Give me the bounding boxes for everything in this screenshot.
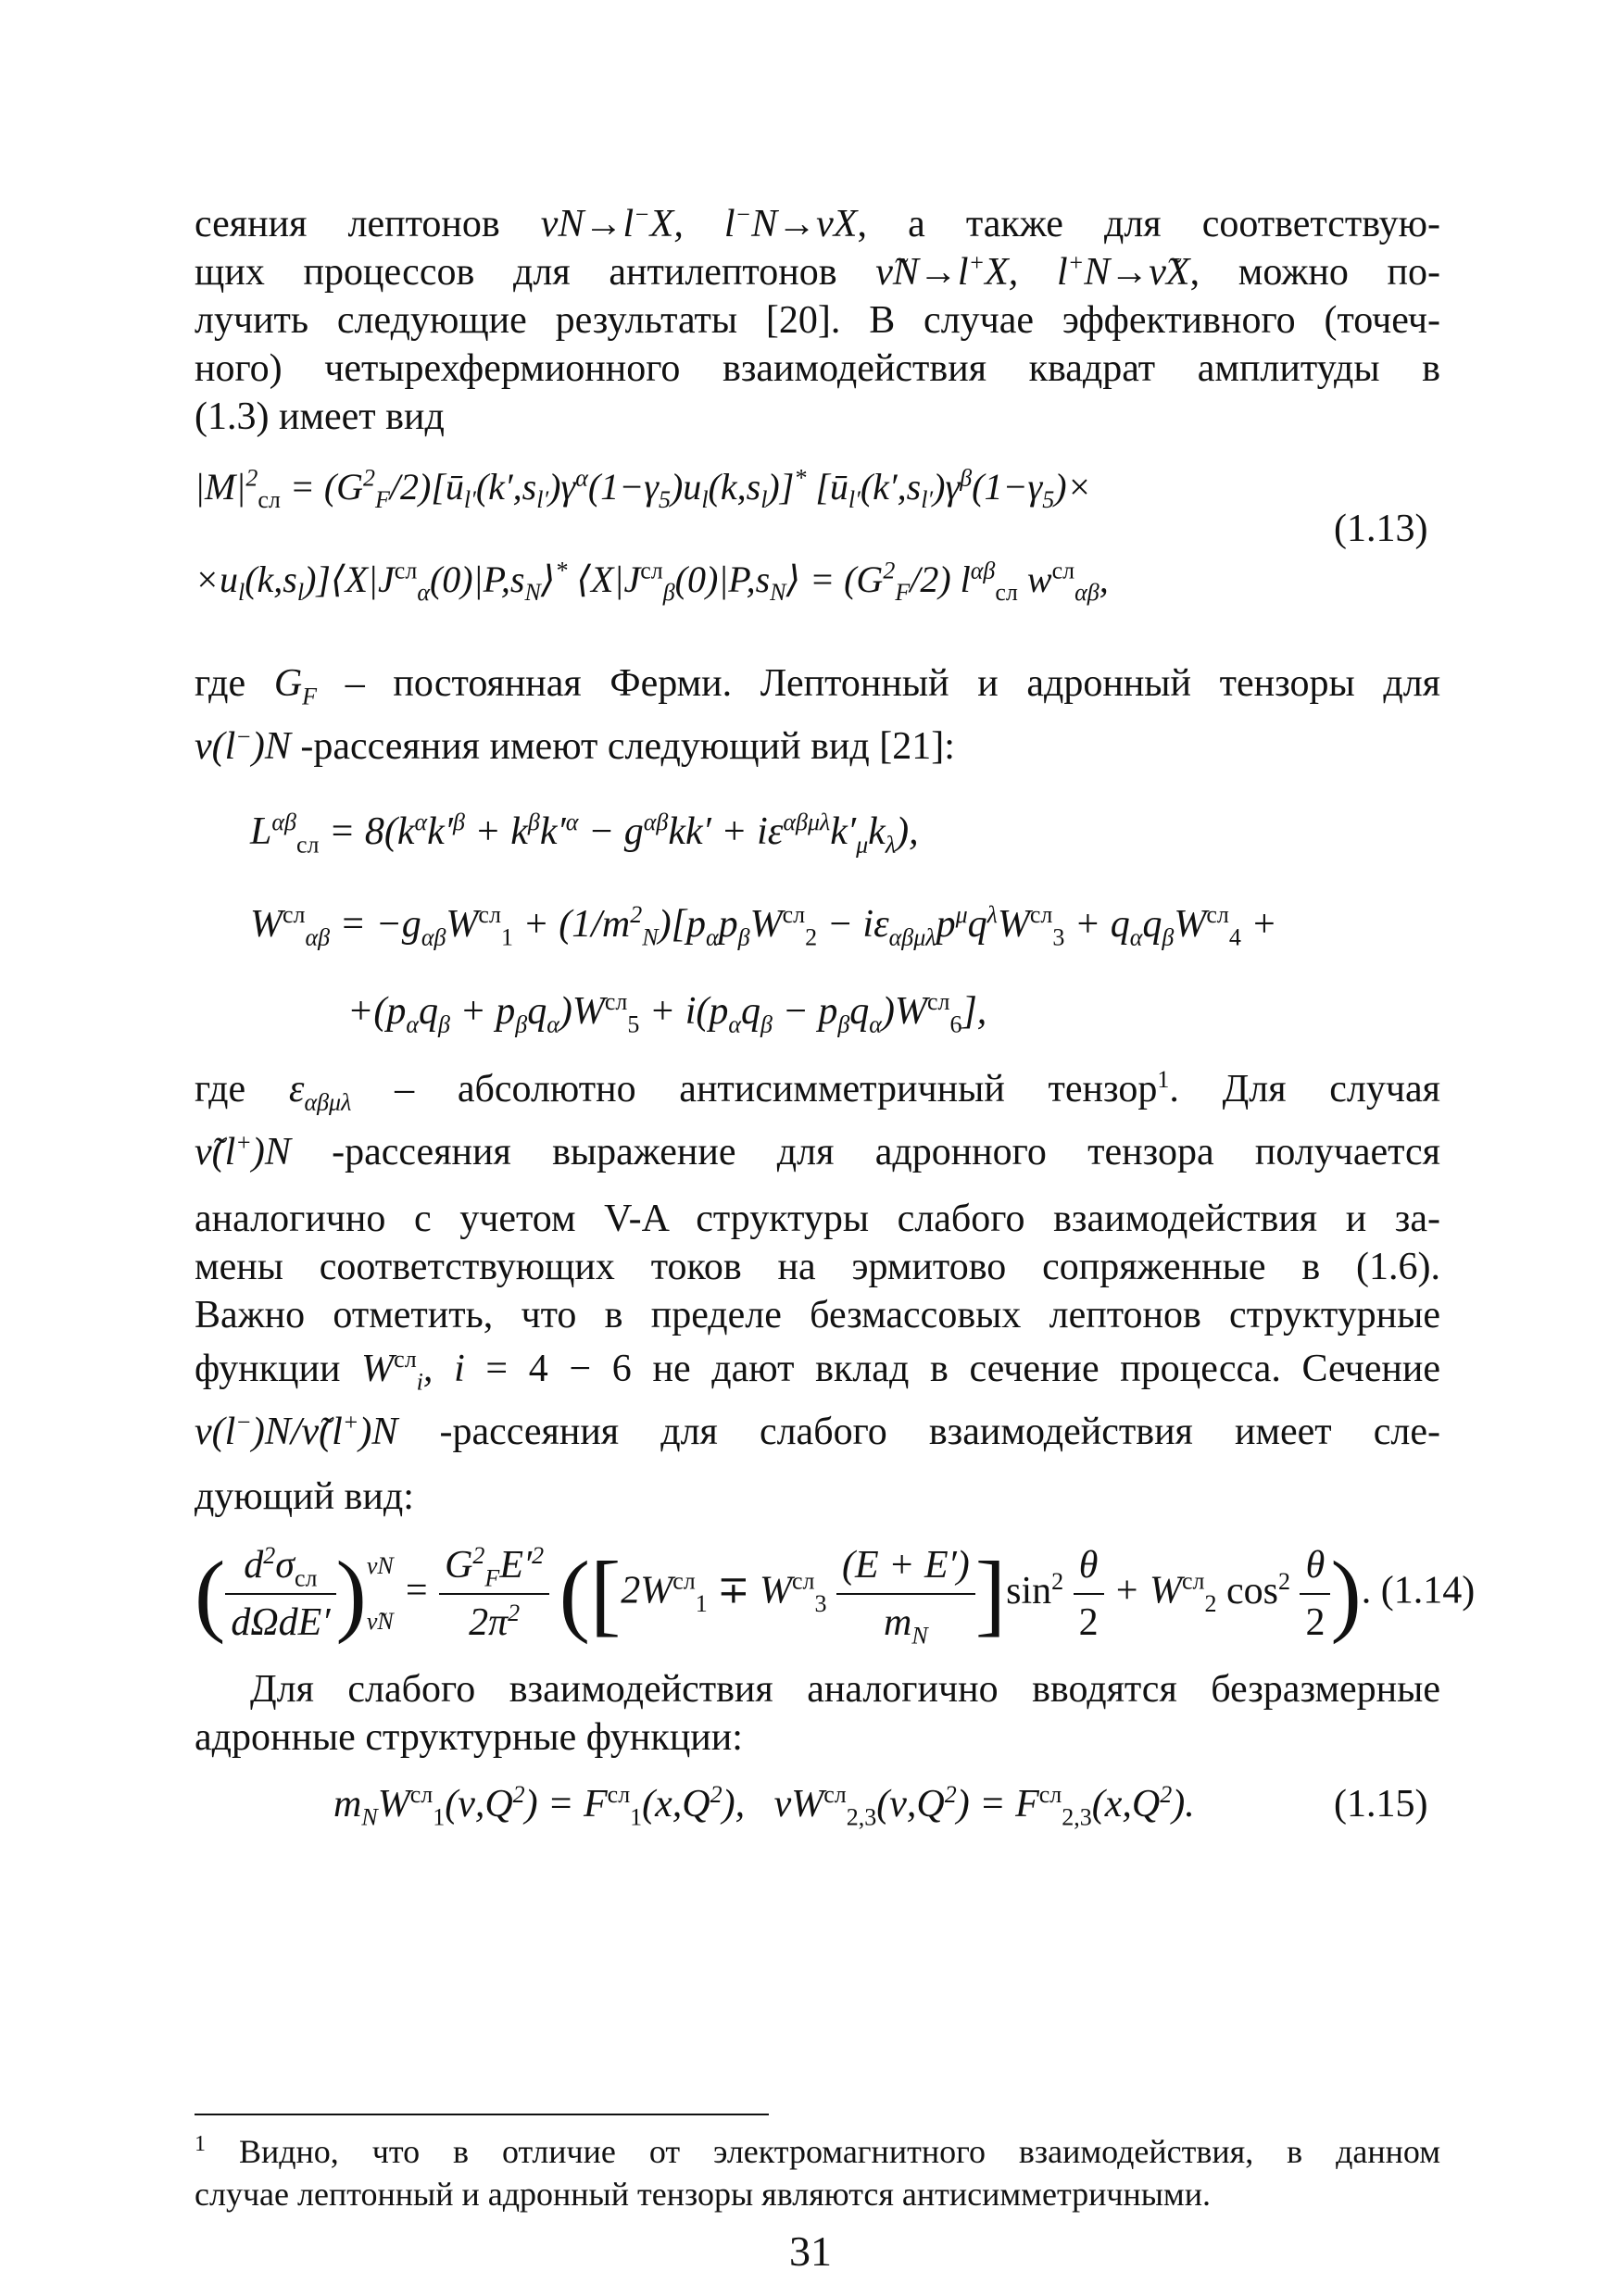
text-line: (1.3) имеет вид (195, 395, 445, 438)
equation-1-13-line2: $\times u_l(k,s_l)]⟨X|J^{сл}_\alpha(0)|P,s_N⟩^*$ $⟨X|J^{сл}_\beta(0)|P,s_N⟩ = (G^2_F/2)$ $l^{\alpha\beta}_{сл}$ $w^{сл}_{\alpha\beta}$, (195, 557, 1109, 606)
text-line: где $\varepsilon_{\alpha\beta\mu\lambda}$ – абсолютно антисимметричный тензор$^1$. Для случая (195, 1066, 1440, 1116)
text-line: аналогично с учетом V-A структуры слабого взаимодействия и за- (195, 1198, 1440, 1240)
page-number: 31 (789, 2227, 832, 2275)
footnote-rule (195, 2114, 769, 2115)
text-line: сеяния лептонов νN→l−X, l−N→νX, а также для соответствую- (195, 201, 1440, 245)
equation-1-13-line1: $|M|^2_{сл}$ = $(G^2_F/2)[ū_{l'}(k',s_{l'})\gamma^\alpha(1-\gamma_5)u_l(k,s_l)]^*$ [$ū_{l'}(k',s_{l'})\gamma^\beta(1-\gamma_5)\times$ (195, 464, 1092, 513)
text-line: дующий вид: (195, 1475, 414, 1518)
equation-number: (1.14) (1380, 1569, 1476, 1612)
equation-lepton-tensor: $L^{\alpha\beta}_{сл} = 8(k^\alpha k'^\beta + k^\beta k'^\alpha - g^{\alpha\beta}kk' + i\varepsilon^{\alpha\beta\mu\lambda}k'_\mu k_\lambda)$, (250, 809, 919, 859)
text-line: Важно отметить, что в пределе безмассовых лептонов структурные (195, 1294, 1440, 1336)
text-line: ν(l−)N -рассеяния имеют следующий вид [21]: (195, 723, 955, 768)
equation-1-14: ( $\frac{d^2\sigma_{сл}}{\text{dΩdE′}}$ ) νN ν̃N = $\frac{G^2_FE'^2}{2\pi^2}$ ([$2W^{сл}_1 \mp W^{сл}_3$ $\frac{(E + E')}{m_N}$ ]$\sin^2$ $\frac{\theta}{2}$ + $W^{сл}_2$ $\cos^2$ $\frac{\theta}{2}$ ). (1.14) (195, 1537, 1475, 1650)
footnote-text: Видно, что в отличие от электромагнитного взаимодействия, в данном (238, 2133, 1440, 2170)
text-line: мены соответствующих токов на эрмитово сопряженные в (1.6). (195, 1246, 1440, 1288)
text-line: щих процессов для антилептонов ν̃N→l+X, l+N→ν̃X, можно по- (195, 249, 1441, 294)
text-line: функции $W^{сл}_i$, i = 4 − 6 не дают вклад в сечение процесса. Сечение (195, 1346, 1440, 1396)
text-line: Для слабого взаимодействия аналогично вводятся безразмерные (250, 1668, 1440, 1711)
text-line: лучить следующие результаты [20]. В случае эффективного (точеч- (195, 299, 1440, 342)
text-line: ν(l−)N/ν̃(l+)N -рассеяния для слабого взаимодействия имеет сле- (195, 1409, 1440, 1453)
footnote-line: случае лептонный и адронный тензоры являются антисимметричными. (195, 2176, 1211, 2213)
equation-number: (1.15) (1334, 1783, 1428, 1826)
equation-1-15: $m_NW^{сл}_1(\nu,Q^2) = F^{сл}_1(x,Q^2)$, $\nu W^{сл}_{2,3}(\nu,Q^2) = F^{сл}_{2,3}(x,Q^2)$. (333, 1781, 1195, 1831)
text-line: ν̃(l+)N -рассеяния выражение для адронного тензора получается (195, 1129, 1440, 1173)
text-line: где $G_F$ – постоянная Ферми. Лептонный и адронный тензоры для (195, 662, 1440, 710)
equation-number: (1.13) (1334, 508, 1428, 550)
text-line: ного) четырехфермионного взаимодействия квадрат амплитуды в (195, 347, 1440, 390)
footnote-line (195, 2130, 1440, 2173)
superscript: νN (366, 1552, 394, 1579)
subscript: ν̃N (366, 1608, 394, 1635)
text-line: адронные структурные функции: (195, 1716, 743, 1759)
footnote-marker: 1 (195, 2132, 206, 2156)
equation-hadron-tensor-line1: $W^{сл}_{\alpha\beta} = -g_{\alpha\beta}W^{сл}_1 + (1/m^2_N)[p_\alpha p_\beta W^{сл}_2 - i\varepsilon_{\alpha\beta\mu\lambda}p^\mu q^\lambda W^{сл}_3 + q_\alpha q_\beta W^{сл}_4$ + (250, 901, 1277, 951)
equation-hadron-tensor-line2: $+(p_\alpha q_\beta + p_\beta q_\alpha)W^{сл}_5 + i(p_\alpha q_\beta - p_\beta q_\alpha)W^{сл}_6$], (347, 988, 987, 1038)
